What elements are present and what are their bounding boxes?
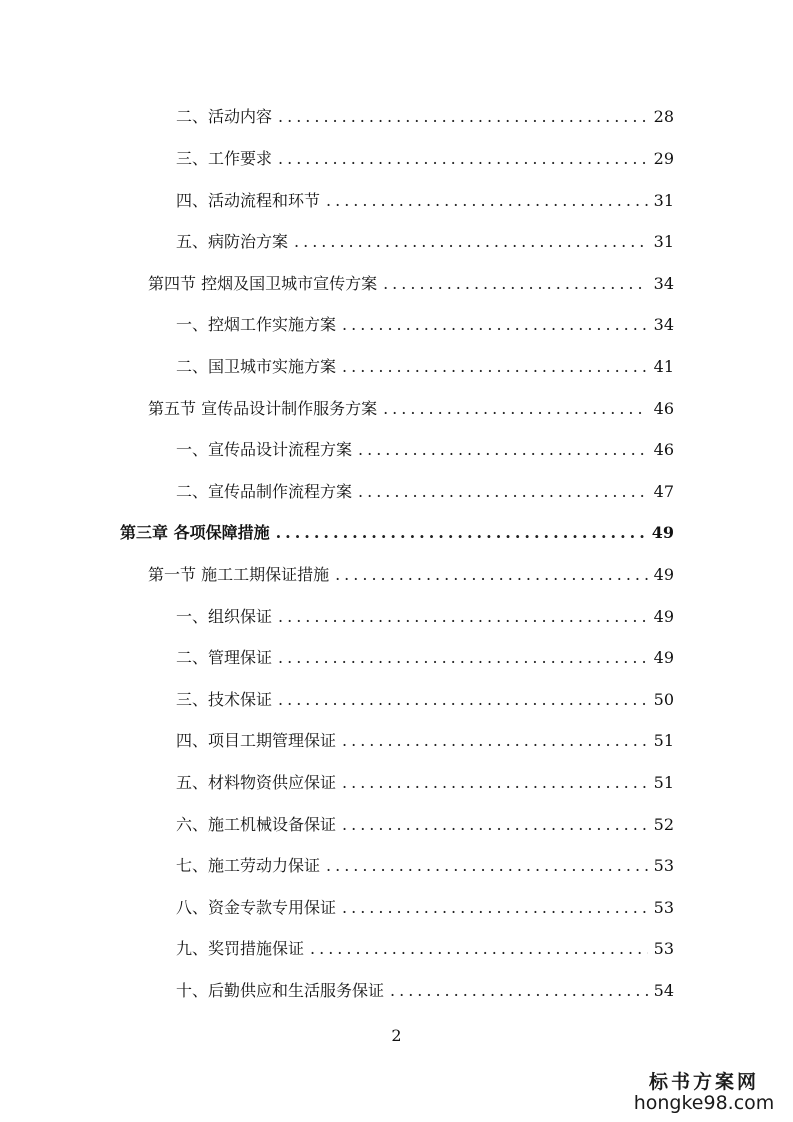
toc-entry[interactable]	[176, 105, 674, 129]
toc-dot-leader	[326, 189, 648, 213]
toc-section-entry[interactable]	[148, 563, 674, 587]
toc-chapter-entry[interactable]	[120, 521, 674, 545]
toc-entry[interactable]	[176, 646, 674, 670]
toc-entry-page: 54	[653, 981, 674, 1000]
toc-entry-page: 49	[653, 648, 674, 667]
toc-dot-leader	[383, 397, 648, 421]
toc-entry-title: 第四节 控烟及国卫城市宣传方案	[148, 274, 378, 293]
toc-dot-leader	[342, 896, 648, 920]
toc-entry-page: 31	[653, 191, 674, 210]
toc-dot-leader	[390, 979, 648, 1003]
watermark-url: hongke98.com	[633, 1092, 775, 1115]
toc-entry-page: 53	[653, 856, 674, 875]
toc-entry[interactable]	[176, 189, 674, 213]
toc-entry-page: 49	[653, 565, 674, 584]
toc-entry[interactable]	[176, 438, 674, 462]
toc-entry[interactable]	[176, 313, 674, 337]
toc-entry[interactable]	[176, 688, 674, 712]
toc-dot-leader	[278, 105, 648, 129]
toc-entry-title: 一、组织保证	[176, 607, 273, 626]
toc-dot-leader	[342, 813, 648, 837]
toc-entry[interactable]	[176, 147, 674, 171]
toc-entry-page: 31	[653, 232, 674, 251]
toc-entry-page: 34	[653, 315, 674, 334]
toc-entry-title: 二、活动内容	[176, 107, 273, 126]
toc-entry[interactable]	[176, 771, 674, 795]
toc-entry-page: 52	[653, 815, 674, 834]
toc-entry[interactable]	[176, 230, 674, 254]
toc-entry-title: 一、宣传品设计流程方案	[176, 440, 353, 459]
toc-entry-page: 41	[653, 357, 674, 376]
toc-section-entry[interactable]	[148, 397, 674, 421]
toc-dot-leader	[294, 230, 648, 254]
toc-entry-title: 八、资金专款专用保证	[176, 898, 337, 917]
toc-dot-leader	[342, 729, 648, 753]
toc-dot-leader	[326, 854, 648, 878]
toc-dot-leader	[276, 521, 646, 545]
toc-entry[interactable]	[176, 979, 674, 1003]
toc-entry[interactable]	[176, 896, 674, 920]
toc-entry-title: 二、国卫城市实施方案	[176, 357, 337, 376]
toc-entry[interactable]	[176, 813, 674, 837]
toc-entry-page: 29	[653, 149, 674, 168]
toc-entry-title: 三、工作要求	[176, 149, 273, 168]
toc-dot-leader	[358, 438, 648, 462]
toc-entry-page: 49	[651, 523, 674, 542]
toc-dot-leader	[342, 771, 648, 795]
toc-entry-page: 53	[653, 939, 674, 958]
toc-entry-title: 五、病防治方案	[176, 232, 289, 251]
toc-entry-page: 51	[653, 731, 674, 750]
toc-entry[interactable]	[176, 729, 674, 753]
toc-entry-title: 一、控烟工作实施方案	[176, 315, 337, 334]
toc-dot-leader	[342, 355, 648, 379]
page-number: 2	[391, 1026, 402, 1045]
toc-dot-leader	[278, 646, 648, 670]
toc-entry-page: 49	[653, 607, 674, 626]
toc-entry-page: 51	[653, 773, 674, 792]
toc-entry[interactable]	[176, 355, 674, 379]
toc-entry-page: 46	[653, 399, 674, 418]
toc-dot-leader	[278, 688, 648, 712]
toc-entry-title: 二、管理保证	[176, 648, 273, 667]
toc-entry-title: 四、活动流程和环节	[176, 191, 321, 210]
toc-entry[interactable]	[176, 480, 674, 504]
toc-entry-title: 第一节 施工工期保证措施	[148, 565, 330, 584]
toc-entry[interactable]	[176, 854, 674, 878]
toc-section-entry[interactable]	[148, 272, 674, 296]
watermark-title: 标书方案网	[648, 1071, 759, 1094]
toc-entry-title: 第三章 各项保障措施	[120, 523, 270, 542]
toc-dot-leader	[278, 147, 648, 171]
toc-entry-title: 十、后勤供应和生活服务保证	[176, 981, 385, 1000]
toc-dot-leader	[335, 563, 648, 587]
toc-entry-page: 50	[653, 690, 674, 709]
toc-dot-leader	[383, 272, 648, 296]
toc-dot-leader	[358, 480, 648, 504]
toc-entry-title: 第五节 宣传品设计制作服务方案	[148, 399, 378, 418]
toc-dot-leader	[278, 605, 648, 629]
toc-entry[interactable]	[176, 937, 674, 961]
toc-entry[interactable]	[176, 605, 674, 629]
toc-dot-leader	[310, 937, 648, 961]
toc-entry-page: 34	[653, 274, 674, 293]
toc-entry-title: 七、施工劳动力保证	[176, 856, 321, 875]
toc-entry-title: 九、奖罚措施保证	[176, 939, 305, 958]
toc-entry-title: 二、宣传品制作流程方案	[176, 482, 353, 501]
toc-entry-page: 53	[653, 898, 674, 917]
toc-entry-page: 46	[653, 440, 674, 459]
toc-entry-title: 三、技术保证	[176, 690, 273, 709]
toc-entry-page: 28	[653, 107, 674, 126]
watermark-logo	[629, 1072, 779, 1114]
toc-entry-title: 六、施工机械设备保证	[176, 815, 337, 834]
toc-entry-title: 五、材料物资供应保证	[176, 773, 337, 792]
toc-entry-page: 47	[653, 482, 674, 501]
toc-dot-leader	[342, 313, 648, 337]
toc-entry-title: 四、项目工期管理保证	[176, 731, 337, 750]
